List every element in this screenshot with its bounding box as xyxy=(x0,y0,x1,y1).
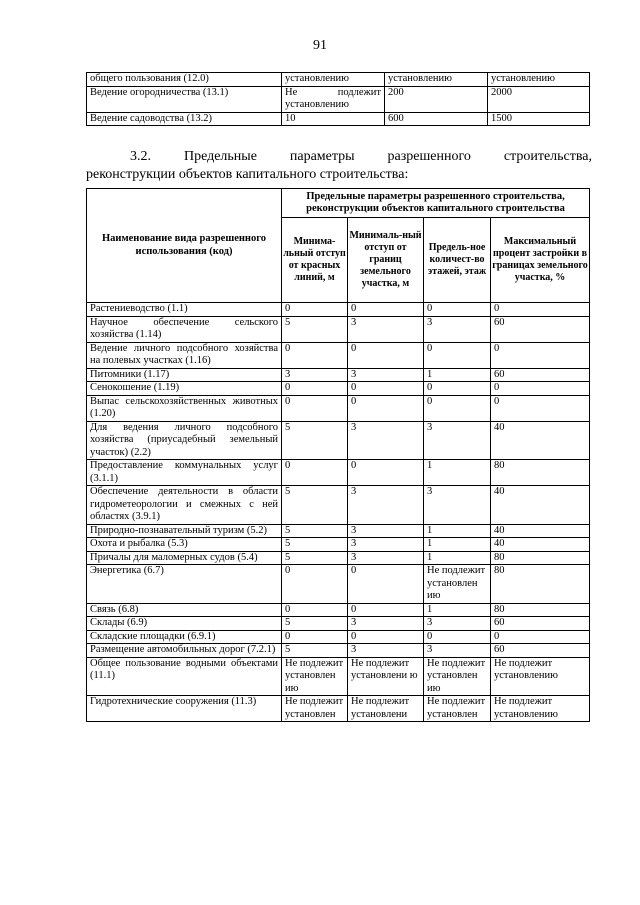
row-value-cell: 80 xyxy=(491,565,590,604)
table-row xyxy=(87,657,590,696)
row-value-cell: 0 xyxy=(491,395,590,421)
row-value-cell: Не подлежит установлен xyxy=(282,696,348,722)
parameters-table-body xyxy=(87,303,590,722)
row-value-cell: 40 xyxy=(491,486,590,525)
row-value-cell: 3 xyxy=(348,421,424,460)
row-value-cell: 5 xyxy=(282,617,348,631)
row-value-cell: 3 xyxy=(282,368,348,382)
heading-line-2: реконструкции объектов капитального строительства: xyxy=(86,167,409,182)
row-value-cell: 0 xyxy=(424,395,491,421)
row-name-cell: Ведение садоводства (13.2) xyxy=(87,112,282,126)
row-value-cell: 0 xyxy=(424,630,491,644)
row-value-cell: 2000 xyxy=(488,86,590,112)
row-value-cell: 0 xyxy=(348,303,424,317)
row-value-cell: 0 xyxy=(348,395,424,421)
row-value-cell: 0 xyxy=(282,565,348,604)
row-name-cell: Склады (6.9) xyxy=(87,617,282,631)
table-row xyxy=(87,303,590,317)
row-value-cell: Не подлежит установлению xyxy=(491,657,590,696)
row-name-cell: Энергетика (6.7) xyxy=(87,565,282,604)
row-name-cell: Ведение личного подсобного хозяйства на полевых участках (1.16) xyxy=(87,342,282,368)
row-value-cell: 5 xyxy=(282,538,348,552)
row-name-cell: Охота и рыбалка (5.3) xyxy=(87,538,282,552)
header-col-1: Минима-льный отступ от красных линий, м xyxy=(282,218,348,303)
row-value-cell: Не подлежит установлен ию xyxy=(424,657,491,696)
row-value-cell: 3 xyxy=(348,316,424,342)
row-value-cell: 3 xyxy=(348,486,424,525)
row-value-cell: 0 xyxy=(491,382,590,396)
row-value-cell: 0 xyxy=(348,603,424,617)
row-value-cell: 0 xyxy=(424,382,491,396)
header-group: Предельные параметры разрешенного строительства, реконструкции объектов капитального строительства xyxy=(282,189,590,218)
row-value-cell: Не подлежит установлен ию xyxy=(282,657,348,696)
table-row xyxy=(87,421,590,460)
row-name-cell: Гидротехнические сооружения (11.3) xyxy=(87,696,282,722)
table-row xyxy=(87,696,590,722)
table-row xyxy=(87,342,590,368)
heading-word: Предельные xyxy=(183,149,257,164)
row-value-cell: 3 xyxy=(424,486,491,525)
row-name-cell: Обеспечение деятельности в области гидрометеорологии и смежных с ней областях (3.9.1) xyxy=(87,486,282,525)
row-value-cell: установлению xyxy=(488,73,590,87)
row-value-cell: 5 xyxy=(282,551,348,565)
row-value-cell: 0 xyxy=(282,603,348,617)
row-value-cell: 3 xyxy=(348,524,424,538)
row-value-cell: 40 xyxy=(491,524,590,538)
table-row xyxy=(87,460,590,486)
row-name-cell: Общее пользование водными объектами (11.1) xyxy=(87,657,282,696)
heading-number: 3.2. xyxy=(130,149,151,164)
table-row xyxy=(87,86,590,112)
row-value-cell: 0 xyxy=(348,630,424,644)
row-value-cell: 0 xyxy=(282,395,348,421)
row-value-cell: 0 xyxy=(348,460,424,486)
row-name-cell: Природно-познавательный туризм (5.2) xyxy=(87,524,282,538)
row-name-cell: Научное обеспечение сельского хозяйства (1.14) xyxy=(87,316,282,342)
row-name-cell: Для ведения личного подсобного хозяйства (приусадебный земельный участок) (2.2) xyxy=(87,421,282,460)
row-value-cell: 3 xyxy=(348,368,424,382)
header-col-4: Максимальный процент застройки в границах земельного участка, % xyxy=(491,218,590,303)
row-value-cell: Не подлежит установлению xyxy=(282,86,385,112)
row-value-cell: Не подлежит установлени ю xyxy=(348,657,424,696)
heading-word: параметры xyxy=(289,149,355,164)
table-row xyxy=(87,603,590,617)
row-name-cell: Питомники (1.17) xyxy=(87,368,282,382)
row-value-cell: 10 xyxy=(282,112,385,126)
table-row xyxy=(87,382,590,396)
row-name-cell: Ведение огородничества (13.1) xyxy=(87,86,282,112)
row-value-cell: 0 xyxy=(282,630,348,644)
row-value-cell: установлению xyxy=(385,73,488,87)
row-value-cell: 1 xyxy=(424,460,491,486)
row-value-cell: 5 xyxy=(282,486,348,525)
row-value-cell: 3 xyxy=(424,316,491,342)
row-name-cell: Растениеводство (1.1) xyxy=(87,303,282,317)
table-row xyxy=(87,112,590,126)
row-value-cell: 3 xyxy=(424,617,491,631)
header-col-3: Предель-ное количест-во этажей, этаж xyxy=(424,218,491,303)
continued-table-body xyxy=(87,73,590,126)
parameters-table xyxy=(86,188,590,722)
continued-table xyxy=(86,72,590,126)
row-value-cell: 0 xyxy=(348,342,424,368)
row-name-cell: общего пользования (12.0) xyxy=(87,73,282,87)
row-value-cell: 1 xyxy=(424,551,491,565)
table-row xyxy=(87,617,590,631)
row-value-cell: 0 xyxy=(348,565,424,604)
row-name-cell: Предоставление коммунальных услуг (3.1.1) xyxy=(87,460,282,486)
row-name-cell: Складские площадки (6.9.1) xyxy=(87,630,282,644)
table-row xyxy=(87,538,590,552)
table-row xyxy=(87,486,590,525)
row-value-cell: 0 xyxy=(491,342,590,368)
row-value-cell: Не подлежит установлени xyxy=(348,696,424,722)
heading-word: разрешенного xyxy=(387,149,471,164)
row-value-cell: 0 xyxy=(424,303,491,317)
row-value-cell: 60 xyxy=(491,644,590,658)
heading-word: строительства, xyxy=(503,149,592,164)
row-value-cell: 0 xyxy=(282,342,348,368)
table-row xyxy=(87,644,590,658)
row-value-cell: Не подлежит установлен xyxy=(424,696,491,722)
row-value-cell: 3 xyxy=(424,644,491,658)
row-value-cell: 60 xyxy=(491,316,590,342)
row-value-cell: Не подлежит установлению xyxy=(491,696,590,722)
row-value-cell: 80 xyxy=(491,460,590,486)
row-value-cell: 3 xyxy=(424,421,491,460)
row-value-cell: 0 xyxy=(282,303,348,317)
row-value-cell: 5 xyxy=(282,644,348,658)
row-value-cell: 1 xyxy=(424,524,491,538)
header-name-col: Наименование вида разрешенного использования (код) xyxy=(87,189,282,303)
row-value-cell: 0 xyxy=(282,460,348,486)
row-name-cell: Сенокошение (1.19) xyxy=(87,382,282,396)
row-value-cell: 60 xyxy=(491,368,590,382)
table-row xyxy=(87,551,590,565)
row-value-cell: 3 xyxy=(348,538,424,552)
row-value-cell: 0 xyxy=(491,303,590,317)
table-row xyxy=(87,524,590,538)
row-value-cell: 0 xyxy=(348,382,424,396)
table-row xyxy=(87,316,590,342)
row-name-cell: Связь (6.8) xyxy=(87,603,282,617)
header-row xyxy=(87,189,590,218)
row-value-cell: 80 xyxy=(491,603,590,617)
section-heading xyxy=(86,148,592,184)
header-col-2: Минималь-ный отступ от границ земельного участка, м xyxy=(348,218,424,303)
row-name-cell: Причалы для маломерных судов (5.4) xyxy=(87,551,282,565)
row-value-cell: 3 xyxy=(348,617,424,631)
row-name-cell: Размещение автомобильных дорог (7.2.1) xyxy=(87,644,282,658)
row-value-cell: 3 xyxy=(348,551,424,565)
row-value-cell: 1500 xyxy=(488,112,590,126)
row-value-cell: 1 xyxy=(424,603,491,617)
row-value-cell: 200 xyxy=(385,86,488,112)
table-row xyxy=(87,368,590,382)
row-value-cell: 600 xyxy=(385,112,488,126)
row-value-cell: 1 xyxy=(424,538,491,552)
row-value-cell: 40 xyxy=(491,421,590,460)
row-value-cell: 5 xyxy=(282,421,348,460)
row-name-cell: Выпас сельскохозяйственных животных (1.20) xyxy=(87,395,282,421)
row-value-cell: 5 xyxy=(282,524,348,538)
row-value-cell: 40 xyxy=(491,538,590,552)
row-value-cell: 1 xyxy=(424,368,491,382)
row-value-cell: установлению xyxy=(282,73,385,87)
row-value-cell: 60 xyxy=(491,617,590,631)
row-value-cell: 0 xyxy=(282,382,348,396)
row-value-cell: 0 xyxy=(424,342,491,368)
table-row xyxy=(87,395,590,421)
row-value-cell: 3 xyxy=(348,644,424,658)
row-value-cell: Не подлежит установлен ию xyxy=(424,565,491,604)
row-value-cell: 5 xyxy=(282,316,348,342)
table-row xyxy=(87,630,590,644)
row-value-cell: 0 xyxy=(491,630,590,644)
row-value-cell: 80 xyxy=(491,551,590,565)
table-row xyxy=(87,73,590,87)
page-number: 91 xyxy=(313,38,327,53)
table-row xyxy=(87,565,590,604)
